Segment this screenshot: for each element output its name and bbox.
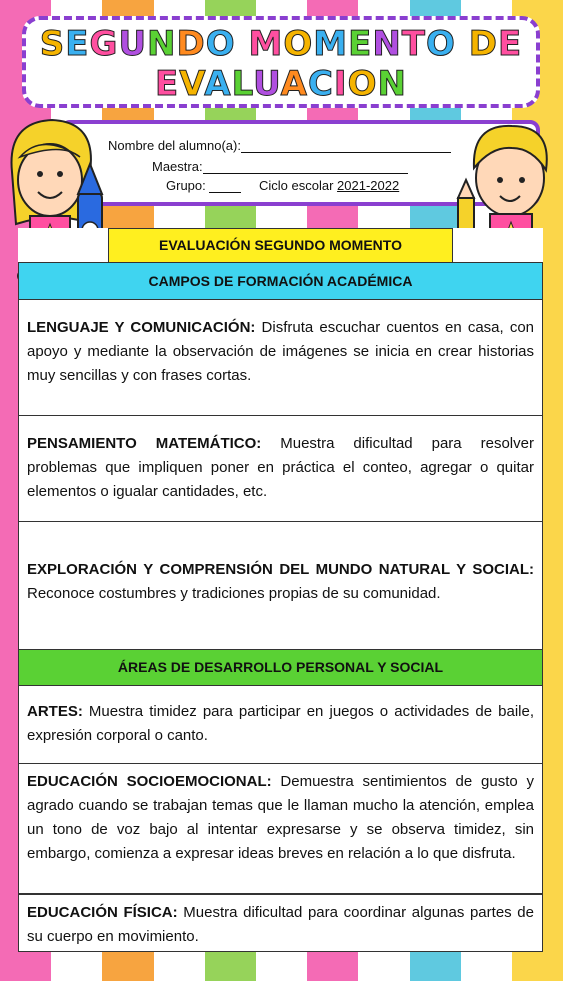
alumno-label: Nombre del alumno(a):: [108, 138, 241, 153]
row-artes: [18, 686, 543, 764]
title-line-2: EVALUACION: [155, 64, 407, 104]
row-lenguaje: [18, 300, 543, 416]
title-line-1: SEGUNDO MOMENTO DE: [39, 24, 523, 64]
row-title: EDUCACIÓN SOCIOEMOCIONAL:: [27, 773, 272, 790]
grupo-field[interactable]: [209, 180, 241, 193]
row-text: Demuestra sentimientos de gusto y agrado cuando se trabajan temas que le llaman mucho la atención, emplea un tono de voz bajo al intentar expresarse y se observa timidez, sin embargo, comienza a expresar ideas breves en relación a lo que disfruta.: [27, 773, 534, 862]
grupo-label: Grupo:: [166, 178, 206, 193]
row-text: Muestra timidez para participar en juegos o actividades de baile, expresión corporal o canto.: [27, 703, 534, 744]
row-title: LENGUAJE Y COMUNICACIÓN:: [27, 319, 256, 336]
header-campos: CAMPOS DE FORMACIÓN ACADÉMICA: [18, 262, 543, 300]
alumno-row: [108, 138, 451, 153]
row-title: EXPLORACIÓN Y COMPRENSIÓN DEL MUNDO NATURAL Y SOCIAL:: [27, 561, 534, 578]
evaluation-table: [18, 228, 543, 952]
alumno-field[interactable]: [241, 140, 451, 153]
row-text: Reconoce costumbres y tradiciones propias de su comunidad.: [27, 585, 441, 602]
grupo-row: [166, 178, 399, 193]
row-title: PENSAMIENTO MATEMÁTICO:: [27, 435, 262, 452]
maestra-row: [152, 159, 408, 174]
maestra-field[interactable]: [203, 161, 408, 174]
row-educacion-fisica: [18, 894, 543, 952]
header-areas: ÁREAS DE DESARROLLO PERSONAL Y SOCIAL: [18, 650, 543, 686]
row-pensamiento: [18, 416, 543, 522]
row-text: Muestra dificultad para coordinar algunas partes de su cuerpo en movimiento.: [27, 904, 534, 945]
row-exploracion: [18, 522, 543, 650]
row-title: EDUCACIÓN FÍSICA:: [27, 904, 178, 921]
ciclo-label: Ciclo escolar: [259, 178, 334, 193]
maestra-label: Maestra:: [152, 159, 203, 174]
row-text: Muestra dificultad para resolver problemas que impliquen poner en práctica el conteo, agregar o quitar elementos o igualar cantidades, etc.: [27, 435, 534, 500]
row-title: ARTES:: [27, 703, 83, 720]
header-evaluacion: EVALUACIÓN SEGUNDO MOMENTO: [108, 228, 453, 262]
ciclo-value: 2021-2022: [337, 178, 400, 193]
title-banner: [22, 16, 540, 108]
row-text: Disfruta escuchar cuentos en casa, con apoyo y mediante la observación de imágenes se inicia en crear historias muy sencillas y con frases cortas.: [27, 319, 535, 384]
row-socioemocional: [18, 764, 543, 894]
